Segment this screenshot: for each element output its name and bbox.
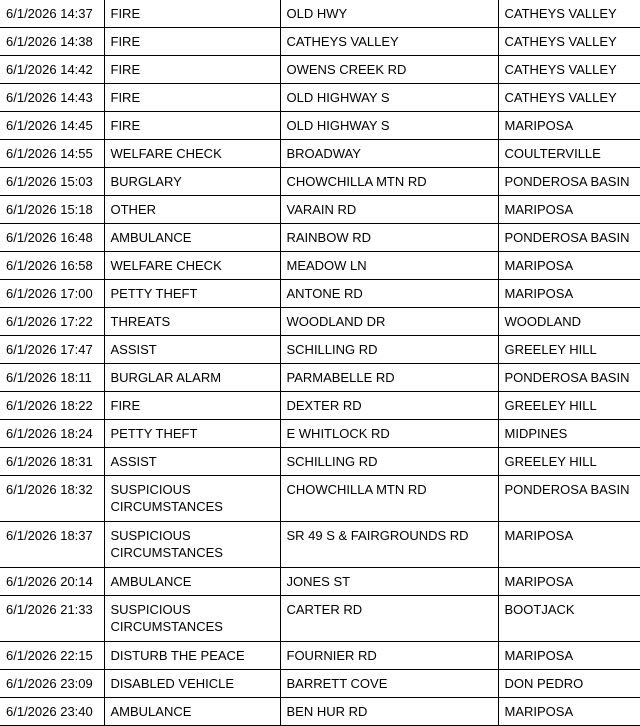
incident-type-cell: DISABLED VEHICLE — [104, 670, 280, 698]
incident-area-cell: MARIPOSA — [498, 112, 640, 140]
incident-area-cell: CATHEYS VALLEY — [498, 0, 640, 28]
incident-area-cell: COULTERVILLE — [498, 140, 640, 168]
incident-location-cell: BARRETT COVE — [280, 670, 498, 698]
incident-area-cell: MARIPOSA — [498, 196, 640, 224]
incident-type-cell: SUSPICIOUS CIRCUMSTANCES — [104, 476, 280, 522]
incident-type-cell: AMBULANCE — [104, 224, 280, 252]
incident-type-cell: FIRE — [104, 28, 280, 56]
incident-datetime-cell: 6/1/2026 18:22 — [0, 392, 104, 420]
incident-datetime-cell: 6/1/2026 16:48 — [0, 224, 104, 252]
incident-datetime-cell: 6/1/2026 20:14 — [0, 568, 104, 596]
incident-area-cell: MARIPOSA — [498, 568, 640, 596]
incident-area-cell: DON PEDRO — [498, 670, 640, 698]
table-row — [0, 112, 640, 140]
incident-area-cell: WOODLAND — [498, 308, 640, 336]
incident-datetime-cell: 6/1/2026 23:40 — [0, 698, 104, 726]
incident-datetime-cell: 6/1/2026 14:45 — [0, 112, 104, 140]
incident-datetime-cell: 6/1/2026 21:33 — [0, 596, 104, 642]
incident-location-cell: SCHILLING RD — [280, 336, 498, 364]
table-row — [0, 522, 640, 568]
incident-type-cell: PETTY THEFT — [104, 420, 280, 448]
incident-datetime-cell: 6/1/2026 17:47 — [0, 336, 104, 364]
incident-datetime-cell: 6/1/2026 14:55 — [0, 140, 104, 168]
incident-type-cell: AMBULANCE — [104, 568, 280, 596]
table-row — [0, 0, 640, 28]
incident-type-cell: AMBULANCE — [104, 698, 280, 726]
incident-area-cell: GREELEY HILL — [498, 392, 640, 420]
incident-datetime-cell: 6/1/2026 18:31 — [0, 448, 104, 476]
incident-location-cell: SR 49 S & FAIRGROUNDS RD — [280, 522, 498, 568]
incident-area-cell: CATHEYS VALLEY — [498, 28, 640, 56]
incident-type-cell: PETTY THEFT — [104, 280, 280, 308]
incident-location-cell: DEXTER RD — [280, 392, 498, 420]
incident-datetime-cell: 6/1/2026 15:18 — [0, 196, 104, 224]
incident-datetime-cell: 6/1/2026 15:03 — [0, 168, 104, 196]
table-row — [0, 168, 640, 196]
incident-area-cell: GREELEY HILL — [498, 448, 640, 476]
incident-area-cell: PONDEROSA BASIN — [498, 364, 640, 392]
table-row — [0, 28, 640, 56]
incident-location-cell: BEN HUR RD — [280, 698, 498, 726]
incident-type-cell: THREATS — [104, 308, 280, 336]
incident-datetime-cell: 6/1/2026 14:37 — [0, 0, 104, 28]
incident-type-cell: ASSIST — [104, 336, 280, 364]
incident-datetime-cell: 6/1/2026 18:24 — [0, 420, 104, 448]
incident-area-cell: PONDEROSA BASIN — [498, 168, 640, 196]
incident-location-cell: CHOWCHILLA MTN RD — [280, 476, 498, 522]
table-row — [0, 280, 640, 308]
incident-area-cell: MARIPOSA — [498, 698, 640, 726]
incident-type-cell: OTHER — [104, 196, 280, 224]
table-row — [0, 196, 640, 224]
incident-area-cell: CATHEYS VALLEY — [498, 56, 640, 84]
incident-location-cell: ANTONE RD — [280, 280, 498, 308]
table-row — [0, 140, 640, 168]
incident-location-cell: OLD HWY — [280, 0, 498, 28]
incident-location-cell: SCHILLING RD — [280, 448, 498, 476]
incident-area-cell: MIDPINES — [498, 420, 640, 448]
table-row — [0, 642, 640, 670]
incident-type-cell: WELFARE CHECK — [104, 252, 280, 280]
incident-datetime-cell: 6/1/2026 17:22 — [0, 308, 104, 336]
incident-datetime-cell: 6/1/2026 18:37 — [0, 522, 104, 568]
table-row — [0, 392, 640, 420]
incident-area-cell: PONDEROSA BASIN — [498, 476, 640, 522]
incident-area-cell: MARIPOSA — [498, 252, 640, 280]
incident-type-cell: SUSPICIOUS CIRCUMSTANCES — [104, 522, 280, 568]
incident-datetime-cell: 6/1/2026 17:00 — [0, 280, 104, 308]
incident-location-cell: OWENS CREEK RD — [280, 56, 498, 84]
table-row — [0, 336, 640, 364]
incident-type-cell: WELFARE CHECK — [104, 140, 280, 168]
table-row — [0, 568, 640, 596]
table-row — [0, 596, 640, 642]
incident-location-cell: E WHITLOCK RD — [280, 420, 498, 448]
incident-area-cell: MARIPOSA — [498, 522, 640, 568]
incident-datetime-cell: 6/1/2026 14:38 — [0, 28, 104, 56]
incident-area-cell: MARIPOSA — [498, 642, 640, 670]
incident-location-cell: OLD HIGHWAY S — [280, 112, 498, 140]
incident-type-cell: FIRE — [104, 84, 280, 112]
table-row — [0, 476, 640, 522]
incident-area-cell: MARIPOSA — [498, 280, 640, 308]
incident-datetime-cell: 6/1/2026 23:09 — [0, 670, 104, 698]
table-row — [0, 252, 640, 280]
incident-location-cell: WOODLAND DR — [280, 308, 498, 336]
incident-location-cell: FOURNIER RD — [280, 642, 498, 670]
incident-location-cell: MEADOW LN — [280, 252, 498, 280]
incident-datetime-cell: 6/1/2026 18:32 — [0, 476, 104, 522]
incident-location-cell: VARAIN RD — [280, 196, 498, 224]
table-row — [0, 364, 640, 392]
table-row — [0, 224, 640, 252]
incident-type-cell: FIRE — [104, 56, 280, 84]
incident-location-cell: CATHEYS VALLEY — [280, 28, 498, 56]
table-row — [0, 56, 640, 84]
table-row — [0, 448, 640, 476]
table-row — [0, 698, 640, 726]
incident-type-cell: FIRE — [104, 0, 280, 28]
incident-type-cell: BURGLAR ALARM — [104, 364, 280, 392]
incident-location-cell: BROADWAY — [280, 140, 498, 168]
incident-datetime-cell: 6/1/2026 16:58 — [0, 252, 104, 280]
incident-location-cell: CARTER RD — [280, 596, 498, 642]
incident-location-cell: CHOWCHILLA MTN RD — [280, 168, 498, 196]
incident-type-cell: DISTURB THE PEACE — [104, 642, 280, 670]
incident-location-cell: JONES ST — [280, 568, 498, 596]
incident-location-cell: PARMABELLE RD — [280, 364, 498, 392]
incident-type-cell: FIRE — [104, 392, 280, 420]
table-row — [0, 670, 640, 698]
incident-area-cell: PONDEROSA BASIN — [498, 224, 640, 252]
incident-datetime-cell: 6/1/2026 14:42 — [0, 56, 104, 84]
incident-datetime-cell: 6/1/2026 18:11 — [0, 364, 104, 392]
table-row — [0, 84, 640, 112]
table-row — [0, 308, 640, 336]
incident-type-cell: BURGLARY — [104, 168, 280, 196]
table-row — [0, 420, 640, 448]
incident-area-cell: GREELEY HILL — [498, 336, 640, 364]
incident-datetime-cell: 6/1/2026 14:43 — [0, 84, 104, 112]
incident-datetime-cell: 6/1/2026 22:15 — [0, 642, 104, 670]
incident-area-cell: BOOTJACK — [498, 596, 640, 642]
incident-area-cell: CATHEYS VALLEY — [498, 84, 640, 112]
incident-type-cell: ASSIST — [104, 448, 280, 476]
incident-location-cell: RAINBOW RD — [280, 224, 498, 252]
incident-type-cell: FIRE — [104, 112, 280, 140]
incident-type-cell: SUSPICIOUS CIRCUMSTANCES — [104, 596, 280, 642]
incident-location-cell: OLD HIGHWAY S — [280, 84, 498, 112]
